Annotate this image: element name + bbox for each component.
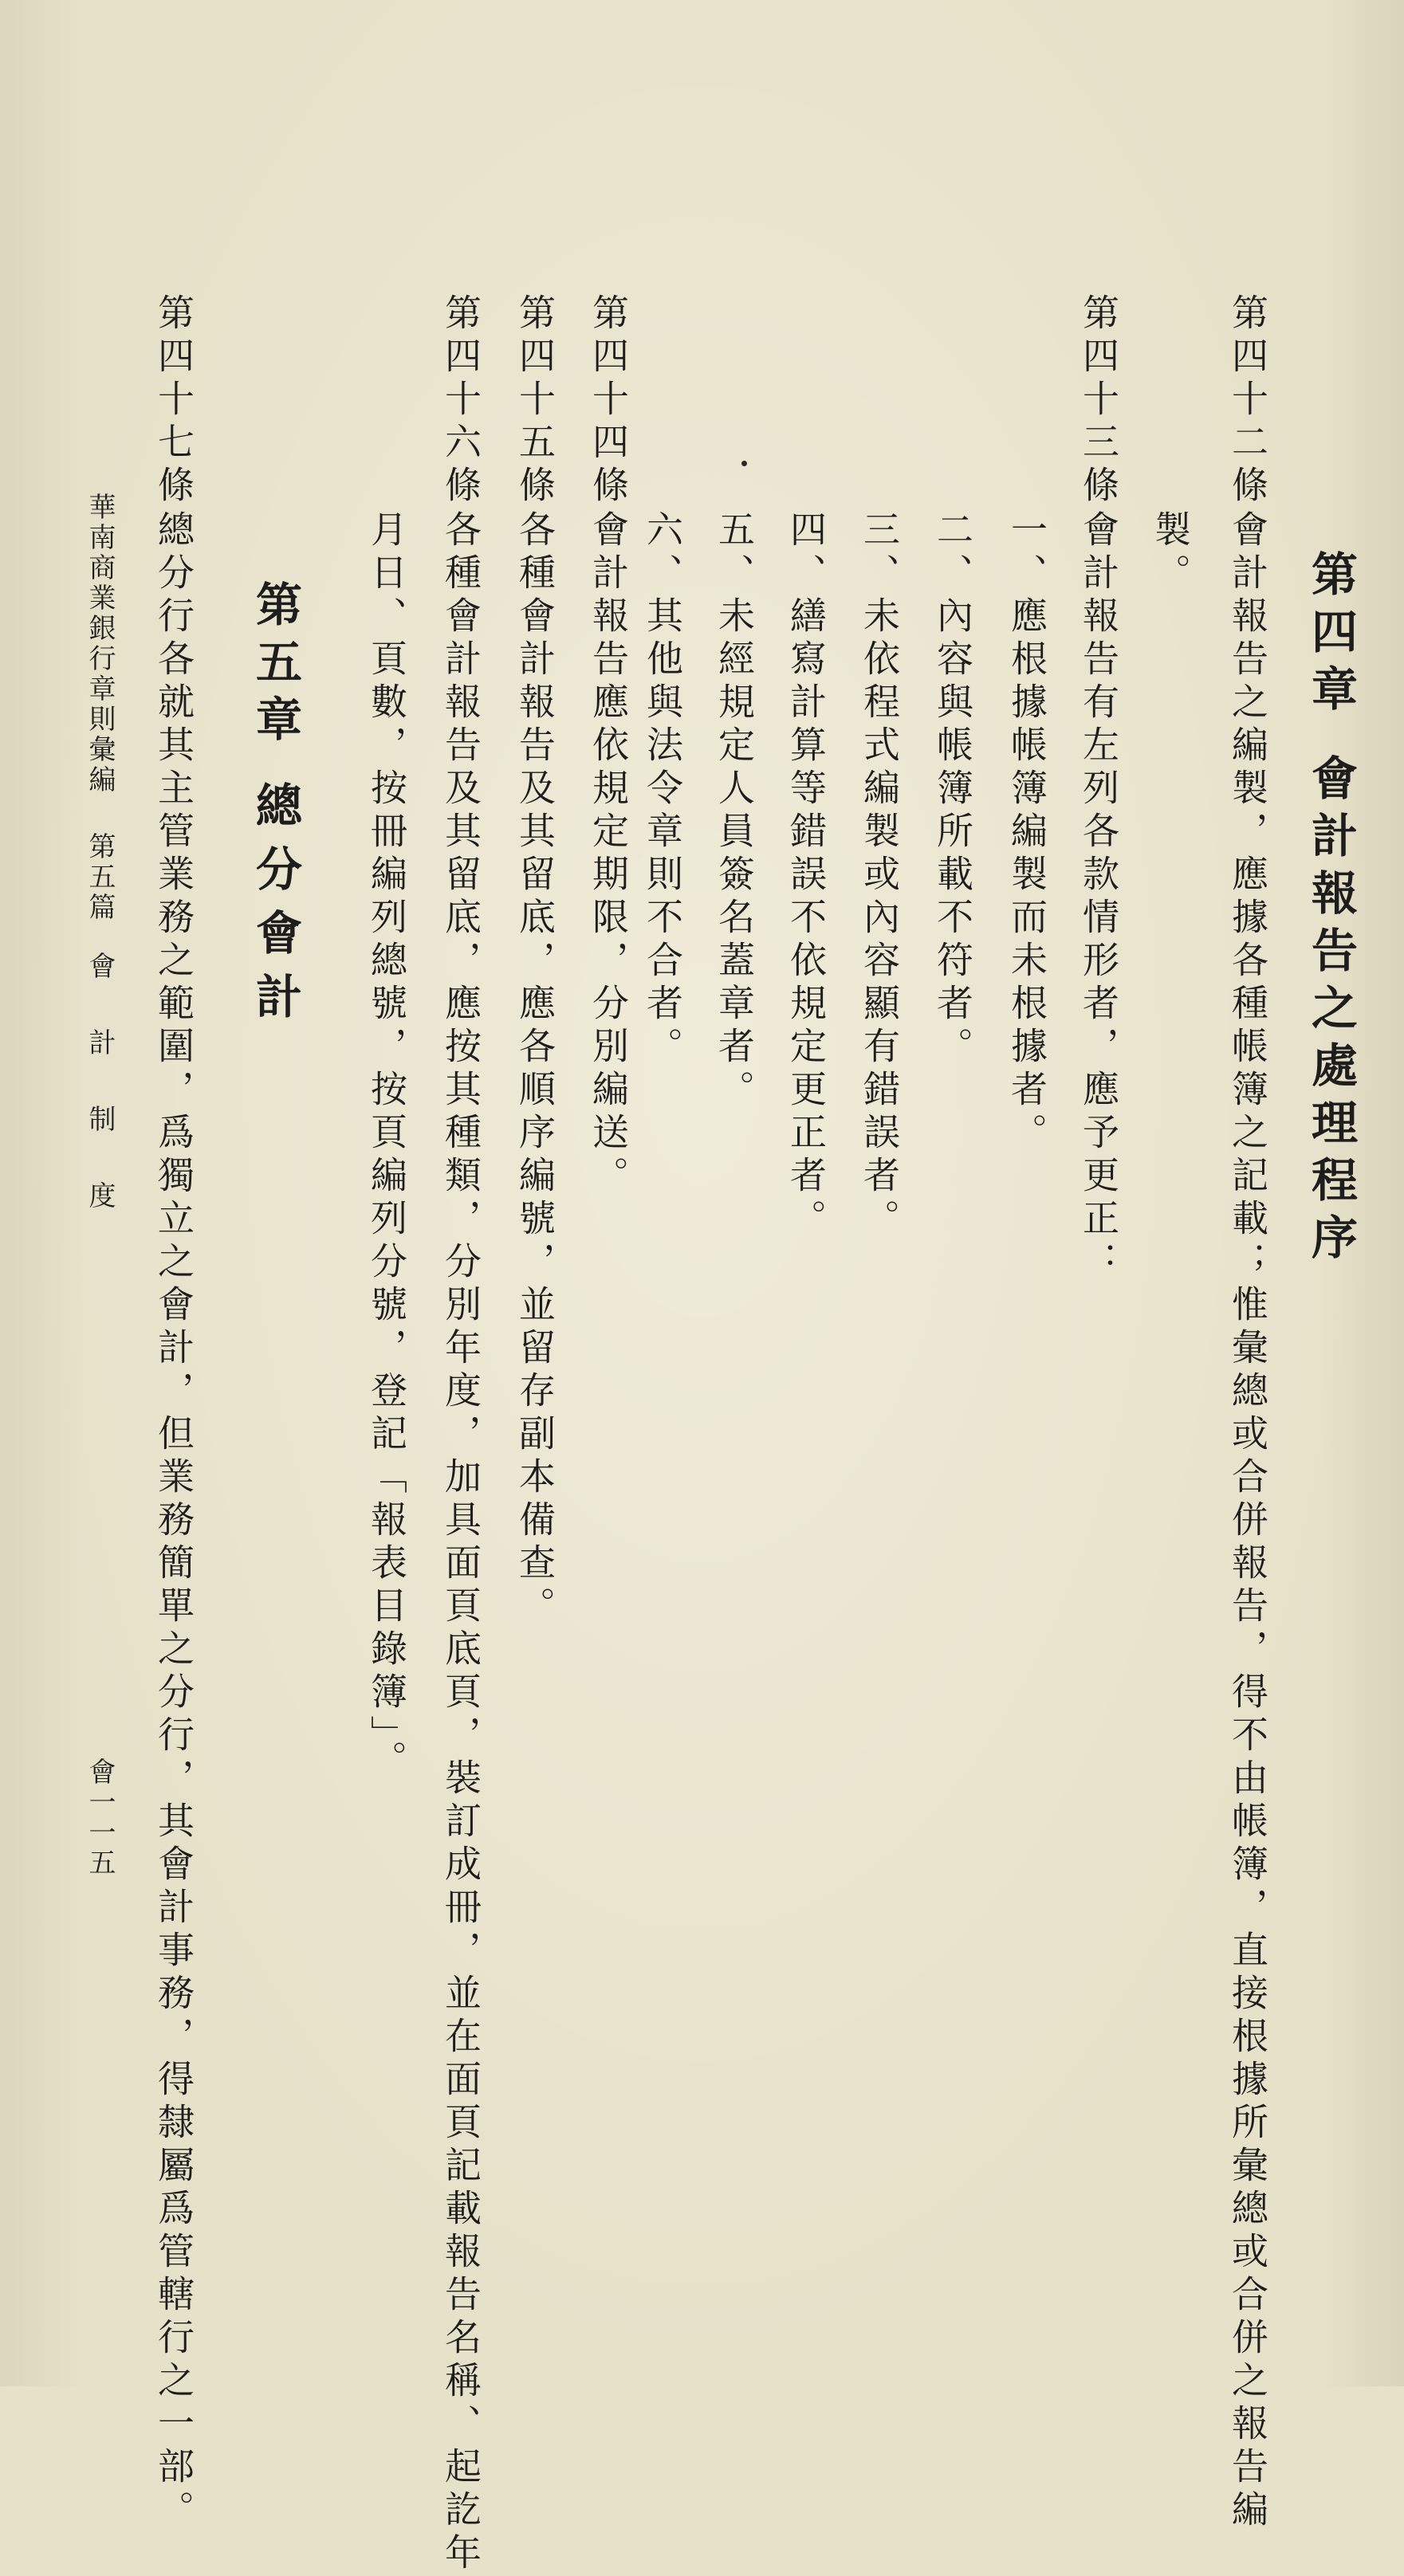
section-label: 會 計 制 度 xyxy=(84,952,116,1219)
list-item: 三、未依程式編製或內容顯有錯誤者。 xyxy=(858,510,901,1242)
article-label: 第四十七條 xyxy=(152,293,195,509)
article-text-continued: 製。 xyxy=(1149,510,1192,596)
article-text: 會計報告有左列各款情形者，應予更正： xyxy=(1077,510,1120,1285)
chapter-heading xyxy=(248,580,302,1036)
chapter-number: 第四章 xyxy=(1304,550,1358,722)
article-text: 各種會計報告及其留底，應各順序編號，並留存副本備查。 xyxy=(513,510,556,1629)
book-title: 華南商業銀行章則彙編 xyxy=(84,493,116,795)
chapter-title: 會計報告之處理程序 xyxy=(1304,754,1358,1270)
article-label: 第四十六條 xyxy=(439,293,482,509)
article-label: 第四十三條 xyxy=(1077,293,1120,509)
list-item: 四、繕寫計算等錯誤不依規定更正者。 xyxy=(785,510,828,1242)
article-text: 會計報告之編製，應據各種帳簿之記載；惟彙總或合併報告，得不由帳簿，直接根據所彙總或合併之報告編 xyxy=(1226,510,1269,2533)
list-item: 二、內容與帳簿所載不符者。 xyxy=(931,510,974,1070)
article-label: 第四十五條 xyxy=(513,293,556,509)
article-label: 第四十四條 xyxy=(587,293,630,509)
article-label: 第四十二條 xyxy=(1226,293,1269,509)
chapter-heading xyxy=(1304,550,1358,1270)
article-text-continued: 月日、頁數，按冊編列總號，按頁編列分號，登記「報表目錄簿」。 xyxy=(365,510,408,1783)
article-text: 總分行各就其主管業務之範圍，爲獨立之會計，但業務簡單之分行，其會計事務，得隸屬爲管轄行之一部。 xyxy=(152,510,195,2533)
chapter-title: 總分會計 xyxy=(248,781,302,1036)
chapter-number: 第五章 xyxy=(248,580,302,752)
list-item: 一、應根據帳簿編製而未根據者。 xyxy=(1005,510,1048,1156)
running-footer xyxy=(84,493,116,1219)
page-number: 會一一五 xyxy=(84,1757,116,1879)
list-item: 六、其他與法令章則不合者。 xyxy=(641,510,684,1070)
ink-speck xyxy=(741,461,747,466)
article-text: 會計報告應依規定期限，分別編送。 xyxy=(587,510,630,1199)
part-label: 第五篇 xyxy=(84,832,116,923)
list-item: 五、未經規定人員簽名蓋章者。 xyxy=(713,510,756,1113)
article-text: 各種會計報告及其留底，應按其種類，分別年度，加具面頁底頁，裝訂成冊，並在面頁記載報告名稱、起訖年 xyxy=(439,510,482,2576)
